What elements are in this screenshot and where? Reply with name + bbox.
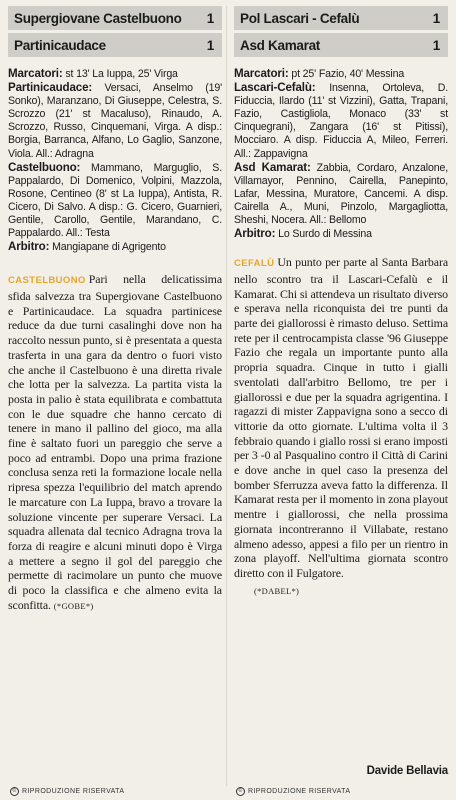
article-kicker: CEFALÙ <box>234 258 275 270</box>
article-kicker: CASTELBUONO <box>8 275 86 287</box>
scorers-line: Marcatori: pt 25' Fazio, 40' Messina <box>234 67 405 80</box>
copyright-icon: © <box>10 787 19 796</box>
lineup-away: Partinicaudace: Versaci, Anselmo (19' Sonko), Maranzano, Di Giuseppe, Celestra, S. Scrozzo (21' st Macaluso), Rinaudo, A. Scrozzo, Russo, Cinquemani, Virga. A disp.: Borgia, Barranca, Alfano, Lo Gaglio, Sanzone, Viola. All.: Adragna <box>8 81 222 160</box>
article-signature: (*GOBE*) <box>53 600 94 611</box>
lineup-home: Lascari-Cefalù: Insenna, Ortoleva, D. Fiduccia, Ilardo (11' st Vizzini), Gatta, Trapani, Fazio, Castigliola, Monaco (33' st Cinquegrani), Zangara (16' st Pitissi), Mocciaro. A disp. Fiduccia A, Mileo, Ferreri. All.: Zappavigna <box>234 81 448 160</box>
column-divider <box>226 6 227 786</box>
author-byline: Davide Bellavia <box>366 765 448 777</box>
team-name: Partinicaudace <box>14 37 106 53</box>
referee-line: Arbitro: Lo Surdo di Messina <box>234 227 372 241</box>
team-goals: 1 <box>432 37 440 53</box>
scorers-line: Marcatori: st 13' La Iuppa, 25' Virga <box>8 67 178 80</box>
copyright-footer: © RIPRODUZIONE RISERVATA <box>10 787 124 796</box>
right-column <box>234 6 448 598</box>
article-body: Un punto per parte al Santa Barbara nello scontro tra il Lascari-Cefalù e il Kamarat. Chi si attendeva un risultato diverso e sperava nella riconquista dei tre punti da parte dei giallorossi è rimasto deluso. Settima rete per il centrocampista classe '96 Giuseppe Fazio che regala un importante punto alla propria squadra. Cinque in tutto i gialli sventolati dall'arbitro Bellomo, tre per i giallorossi e due per la squadra agrigentina. I ragazzi di mister Zappavigna sono a secco di vittorie da otto giornate. L'ultima volta il 3 febbraio quando i giallo rossi si erano imposti per 3 -0 al Pasqualino contro il Città di Carini e dove anche in quel caso la presenza del bomber Sferruzza aveva fatto la differenza. Il Kamarat resta per il momento in zona playout mentre i giallorossi, che nella prossima giornata incontreranno il Villabate, restano almeno adesso, appesi a filo per un rientro in zona playoff. Nell'ultima giornata scontro diretto con il Fulgatore. <box>234 255 448 580</box>
team-goals: 1 <box>206 37 214 53</box>
team-goals: 1 <box>432 10 440 26</box>
lineup-home: Castelbuono: Mammano, Marguglio, S. Pappalardo, Di Domenico, Volpini, Mazzola, Rosone, Centineo (8' st La Iuppa), Antista, R. Cicero, Di Salvo. A disp.: G. Cicero, Guarnieri, Gentile, Carollo, Gentile, Marandano, C. Pappalardo. All.: Testa <box>8 160 222 240</box>
referee-line: Arbitro: Mangiapane di Agrigento <box>8 240 166 254</box>
score-row-away <box>8 33 222 57</box>
left-column <box>8 6 222 613</box>
article-body: Pari nella delicatissima sfida salvezza tra Supergiovane Castelbuono e Partinicaudace. La squadra partinicese reduce da due turni casalinghi dove non ha raccolto nessun punto, si è presentata a questa trasferta in una gara da dentro o fuori visto che anche il Castelbuono è una diretta rivale che lotta per la salvezza. La partita vista la posta in palio è stata equilibrata e combattuta con le due squadre che hanno cercato di tenere in mano il pallino del gioco, ma alla fine è saltato fuori un pareggio che serve a poco ad entrambi. Dopo una prima frazione conclusa senza reti la formazione locale nella ripresa spezza l'equilibrio del match aprendo le marcature con La Iuppa, bravo a trovare la soluzione vincente per superare Versaci. La squadra allenata dal tecnico Adragna trova la forza di reagire e alcuni minuti dopo è Virga a mettere a segno il gol del pareggio che permette di racimolare un punto che muove di poco la classifica e che almeno evita la sconfitta. <box>8 272 222 612</box>
team-goals: 1 <box>206 10 214 26</box>
team-name: Supergiovane Castelbuono <box>14 10 182 26</box>
copyright-footer: © RIPRODUZIONE RISERVATA <box>236 787 350 796</box>
match-article <box>8 272 222 613</box>
match-info <box>234 67 448 241</box>
score-row-home <box>8 6 222 30</box>
lineup-away: Asd Kamarat: Zabbia, Cordaro, Anzalone, Villamayor, Pennino, Cairella, Panepinto, Lafar, Messina, Muratore, Cancemi. A disp. Cairella A., Muni, Pinzolo, Margagliotta, Sheshi, Nocera. All.: Bellomo <box>234 160 448 227</box>
match-article <box>234 255 448 598</box>
article-signature: (*DABEL*) <box>254 585 300 596</box>
score-row-home <box>234 6 448 30</box>
team-name: Pol Lascari - Cefalù <box>240 10 360 26</box>
copyright-icon: © <box>236 787 245 796</box>
team-name: Asd Kamarat <box>240 37 320 53</box>
score-row-away <box>234 33 448 57</box>
match-info <box>8 67 222 254</box>
